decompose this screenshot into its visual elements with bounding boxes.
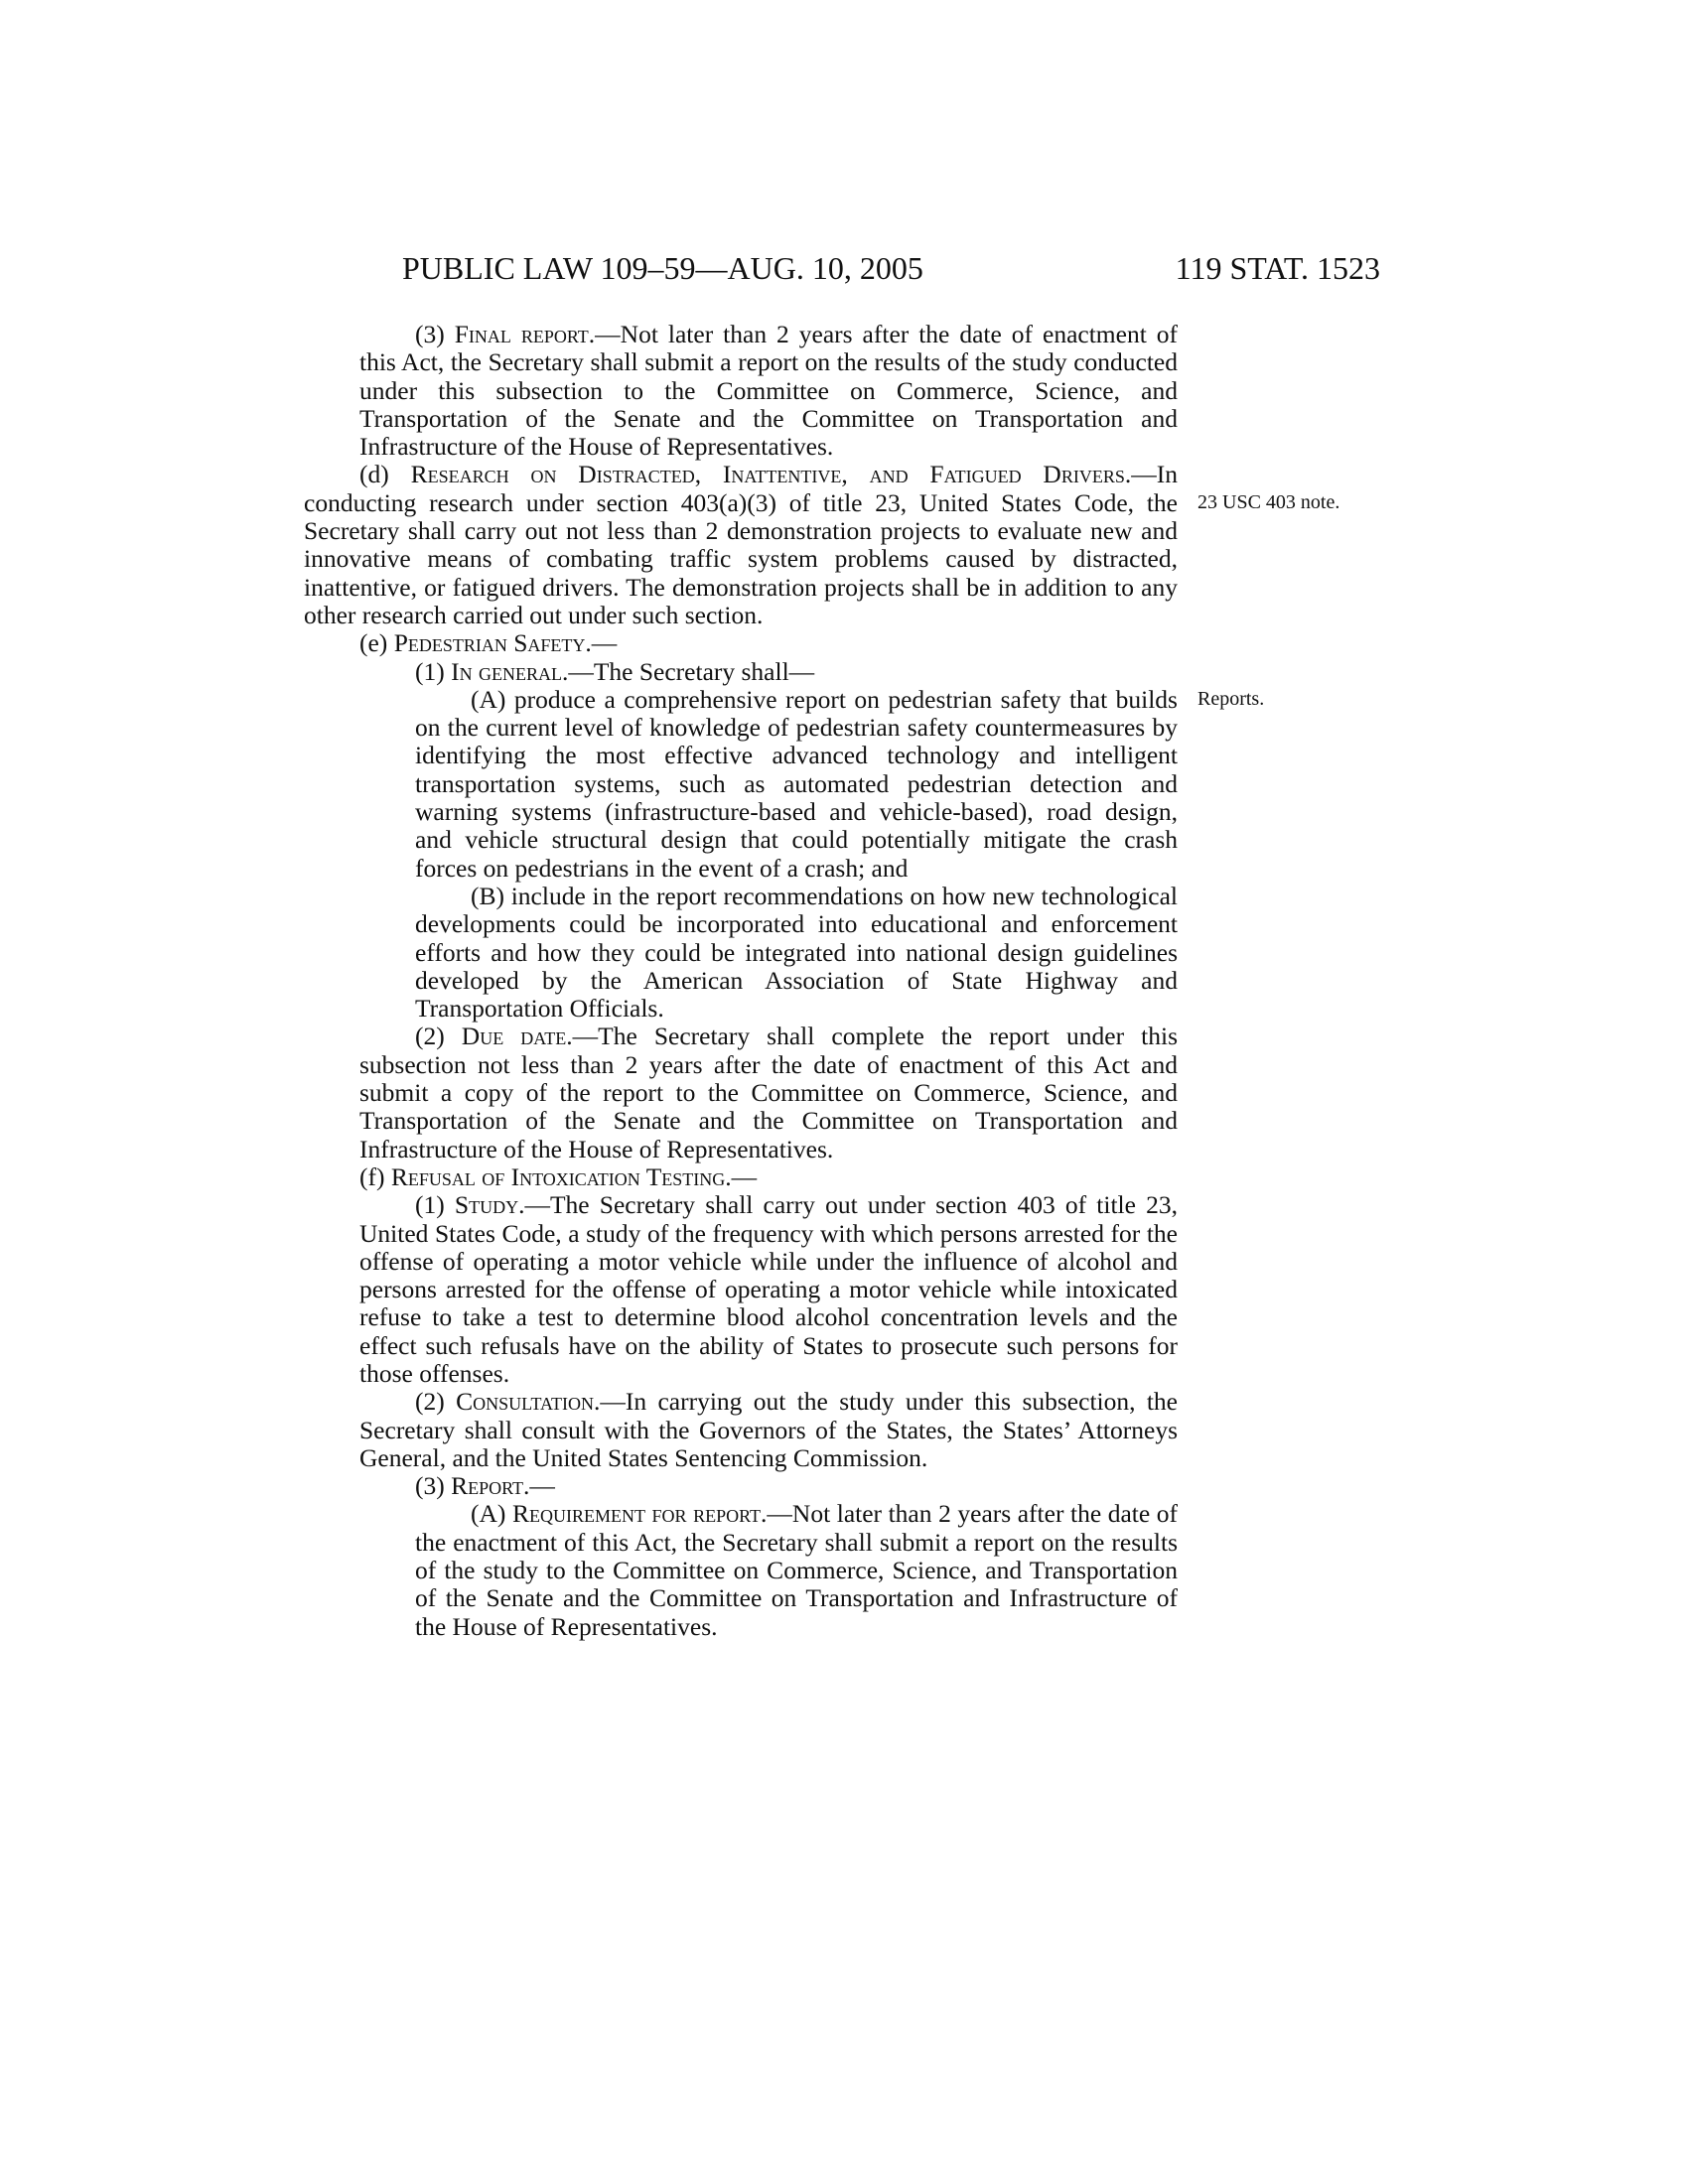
paragraph-c3-final-report: (3) Final report.—Not later than 2 years after the date of enactment of this Act, the Secretary shall submit a report on the results of the study conducted under this subsection to the Committee on Commerce, Science, and Transportation of the Senate and the Committee on Transportation and Infrastructure of the House of Representatives. [359, 320, 1179, 462]
paragraph-heading: Report [451, 1471, 524, 1501]
subparagraph-f3a: (A) Requirement for report.—Not later than 2 years after the date of the enactment of this Act, the Secretary shall submit a report on the results of the study to the Committee on Commerce, Science, and Transportation of the Senate and the Committee on Transportation and Infrastructure of the House of Representatives. [415, 1499, 1179, 1641]
paragraph-f2-consultation: (2) Consultation.—In carrying out the study under this subsection, the Secretary shall consult with the Governors of the States, the States’ Attorneys General, and the United States Sentencing Commission. [359, 1387, 1178, 1472]
subsection-d-research: (d) Research on Distracted, Inattentive, and Fatigued Drivers.—In conducting research under section 403(a)(3) of title 23, United States Code, the Secretary shall carry out not less than 2 demonstration projects to evaluate new and innovative means of combating traffic system problems caused by distracted, inattentive, or fatigued drivers. The demonstration projects shall be in addition to any other research carried out under such section. [304, 460, 1178, 629]
paragraph-heading: Final report [454, 320, 589, 348]
statute-page-number: 119 STAT. 1523 [1175, 250, 1380, 286]
paragraph-e2-due-date: (2) Due date.—The Secretary shall complete the report under this subsection not less than 2 years after the date of enactment of this Act and submit a copy of the report to the Committee on Commerce, Science, and Transportation of the Senate and the Committee on Transportation and Infrastructure of the House of Representatives. [359, 1022, 1179, 1163]
paragraph-heading: Study [454, 1190, 519, 1220]
subparagraph-heading: Requirement for report [511, 1499, 762, 1529]
subsection-e-pedestrian-safety: (e) Pedestrian Safety.— [359, 628, 618, 658]
running-header [402, 248, 1380, 288]
subsection-heading: Research on Distracted, Inattentive, and Fatigued Drivers [410, 460, 1125, 489]
subsection-heading: Pedestrian Safety [393, 628, 586, 658]
paragraph-heading: In general [451, 656, 562, 686]
law-title: PUBLIC LAW 109–59—AUG. 10, 2005 [402, 250, 923, 286]
subparagraph-e1a: (A) produce a comprehensive report on pedestrian safety that builds on the current level of knowledge of pedestrian safety countermeasures by identifying the most effective advanced technology and intelligent transportation systems, such as automated pedestrian detection and warning systems (infrastructure-based and vehicle-based), road design, and vehicle structural design that could potentially mitigate the crash forces on pedestrians in the event of a crash; and [415, 684, 1178, 883]
paragraph-heading: Due date [461, 1022, 567, 1051]
margin-note-reports: Reports. [1197, 688, 1265, 710]
document-body [304, 321, 1178, 1641]
paragraph-heading: Consultation [456, 1387, 594, 1417]
margin-note-usc: 23 USC 403 note. [1197, 491, 1340, 513]
paragraph-e1-in-general: (1) In general.—The Secretary shall— [415, 656, 815, 686]
subsection-f-refusal-testing: (f) Refusal of Intoxication Testing.— [359, 1161, 758, 1191]
paragraph-f3-report: (3) Report.— [415, 1471, 555, 1501]
paragraph-f1-study: (1) Study.—The Secretary shall carry out under section 403 of title 23, United States Code, a study of the frequency with which persons arrested for the offense of operating a motor vehicle while under the influence of alcohol and persons arrested for the offense of operating a motor vehicle while intoxicated refuse to take a test to determine blood alcohol concentration levels and the effect such refusals have on the ability of States to prosecute such persons for those offenses. [359, 1190, 1178, 1388]
subparagraph-e1b: (B) include in the report recommendations on how new technological developments could be incorporated into educational and enforcement efforts and how they could be integrated into national design guidelines developed by the American Association of State Highway and Transportation Officials. [415, 881, 1178, 1024]
subsection-heading: Refusal of Intoxication Testing [390, 1161, 726, 1191]
